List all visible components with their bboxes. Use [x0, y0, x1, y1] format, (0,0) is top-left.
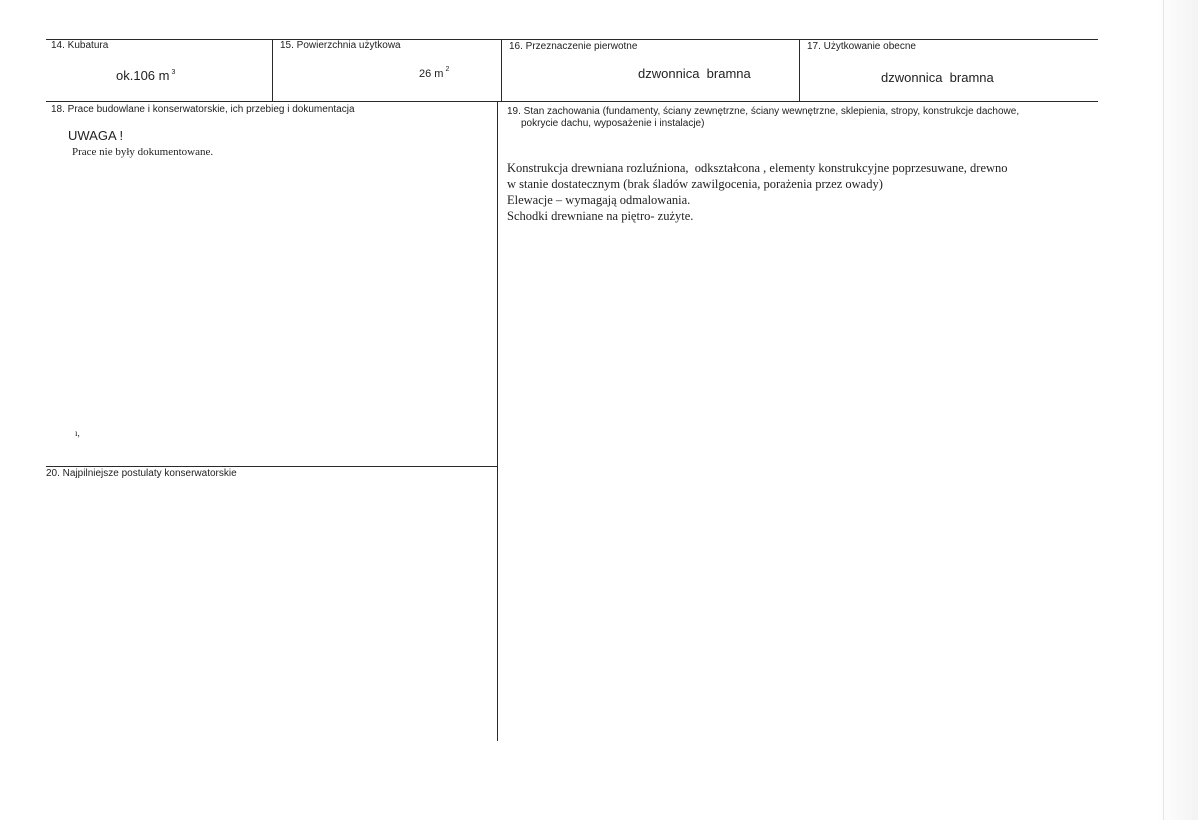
powierzchnia-number: 26 m: [419, 68, 444, 80]
uzytkowanie-label: 17. Użytkowanie obecne: [807, 41, 916, 52]
row1-divider-2: [501, 39, 502, 101]
stan-label-line1: 19. Stan zachowania (fundamenty, ściany zewnętrzne, ściany wewnętrzne, sklepienia, stropy, konstrukcje dachowe,: [507, 106, 1020, 117]
stan-label-line2: pokrycie dachu, wyposażenie i instalacje): [521, 118, 705, 129]
prace-label: 18. Prace budowlane i konserwatorskie, ich przebieg i dokumentacja: [51, 104, 355, 115]
kubatura-unit-exponent: 3: [171, 69, 176, 76]
main-column-divider: [497, 101, 498, 741]
przeznaczenie-value: dzwonnica bramna: [638, 66, 751, 81]
scan-shadow: [1156, 0, 1198, 820]
section-20-rule: [46, 466, 498, 467]
powierzchnia-unit-exponent: 2: [445, 66, 450, 73]
powierzchnia-value: [419, 66, 449, 80]
powierzchnia-label: 15. Powierzchnia użytkowa: [280, 40, 401, 51]
stray-mark: ı,: [75, 428, 80, 438]
kubatura-value: [116, 68, 175, 83]
row1-bottom-rule: [46, 101, 1098, 102]
uzytkowanie-value: dzwonnica bramna: [881, 70, 994, 85]
stan-text-line: Elewacje – wymagają odmalowania.: [507, 193, 691, 207]
stan-text-block: [507, 160, 1008, 224]
row1-divider-1: [272, 39, 273, 101]
przeznaczenie-label: 16. Przeznaczenie pierwotne: [509, 41, 638, 52]
kubatura-label: 14. Kubatura: [51, 40, 109, 51]
stan-text-line: Schodki drewniane na piętro- zużyte.: [507, 209, 694, 223]
stan-text-line: Konstrukcja drewniana rozluźniona, odkształcona , elementy konstrukcyjne poprzesuwane, drewno: [507, 161, 1008, 175]
kubatura-number: ok.106 m: [116, 68, 170, 83]
row1-divider-3: [799, 39, 800, 101]
stan-text-line: w stanie dostatecznym (brak śladów zawilgocenia, porażenia przez owady): [507, 177, 883, 191]
top-rule: [46, 39, 1098, 40]
prace-note: Prace nie były dokumentowane.: [72, 146, 214, 158]
uwaga-heading: UWAGA !: [68, 128, 124, 143]
postulaty-label: 20. Najpilniejsze postulaty konserwatorskie: [46, 468, 237, 479]
